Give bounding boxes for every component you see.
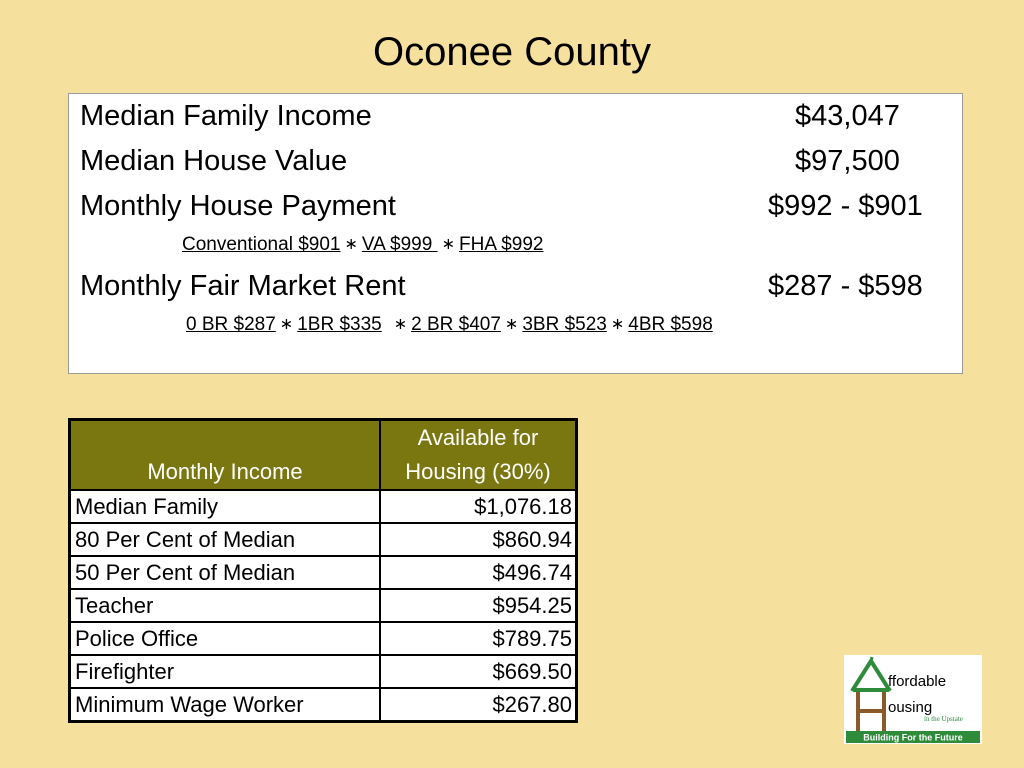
row-label: Teacher [70,589,381,622]
row-amount: $860.94 [380,523,577,556]
summary-row-income [80,98,372,134]
header-line: Housing (30%) [405,459,551,484]
separator-icon: ∗ [279,316,294,333]
summary-box [68,93,963,374]
rent-breakdown [186,313,713,338]
table-row [70,589,577,622]
table-row [70,523,577,556]
summary-label: Monthly House Payment [80,190,396,222]
row-amount: $267.80 [380,688,577,722]
header-line: Available for [417,425,539,450]
row-label: Minimum Wage Worker [70,688,381,722]
logo-text-affordable: ffordable [888,673,947,690]
summary-row-rent [80,268,406,304]
table-row [70,655,577,688]
row-label: 80 Per Cent of Median [70,523,381,556]
row-amount: $496.74 [380,556,577,589]
logo-text-upstate: in the Upstate [924,715,963,723]
row-label: Police Office [70,622,381,655]
breakdown-item: 1BR $335 [297,314,382,335]
breakdown-item: 0 BR $287 [186,314,276,335]
payment-breakdown [182,233,544,258]
table-header-row [70,420,577,491]
summary-row-house-payment [80,188,396,224]
summary-value: $97,500 [795,145,900,177]
breakdown-item: FHA $992 [459,234,544,255]
separator-icon: ∗ [344,236,358,253]
breakdown-item: Conventional $901 [182,234,341,255]
table-row [70,688,577,722]
logo-text-housing: ousing [888,699,933,716]
separator-icon: ∗ [504,316,519,333]
summary-label: Median Family Income [80,100,372,132]
row-amount: $1,076.18 [380,490,577,523]
page-title: Oconee County [373,30,651,74]
table-row [70,556,577,589]
summary-label: Monthly Fair Market Rent [80,270,406,302]
house-logo-icon [844,655,982,744]
row-label: Firefighter [70,655,381,688]
income-table [68,418,578,723]
summary-value: $287 - $598 [768,270,923,302]
separator-icon: ∗ [610,316,625,333]
row-label: Median Family [70,490,381,523]
row-amount: $669.50 [380,655,577,688]
table-row [70,490,577,523]
summary-row-house-value [80,143,347,179]
separator-icon: ∗ [393,316,408,333]
table-row [70,622,577,655]
summary-value: $43,047 [795,100,900,132]
summary-label: Median House Value [80,145,348,177]
logo-tagline: Building For the Future [863,732,963,743]
affordable-housing-logo [844,655,982,744]
row-amount: $954.25 [380,589,577,622]
row-amount: $789.75 [380,622,577,655]
column-header-available [380,420,577,491]
column-header-income: Monthly Income [70,420,381,491]
breakdown-item: 2 BR $407 [411,314,501,335]
breakdown-item: VA $999 [361,234,438,255]
summary-value: $992 - $901 [768,190,923,222]
breakdown-item: 3BR $523 [522,314,607,335]
separator-icon: ∗ [441,236,455,253]
row-label: 50 Per Cent of Median [70,556,381,589]
breakdown-item: 4BR $598 [628,314,713,335]
